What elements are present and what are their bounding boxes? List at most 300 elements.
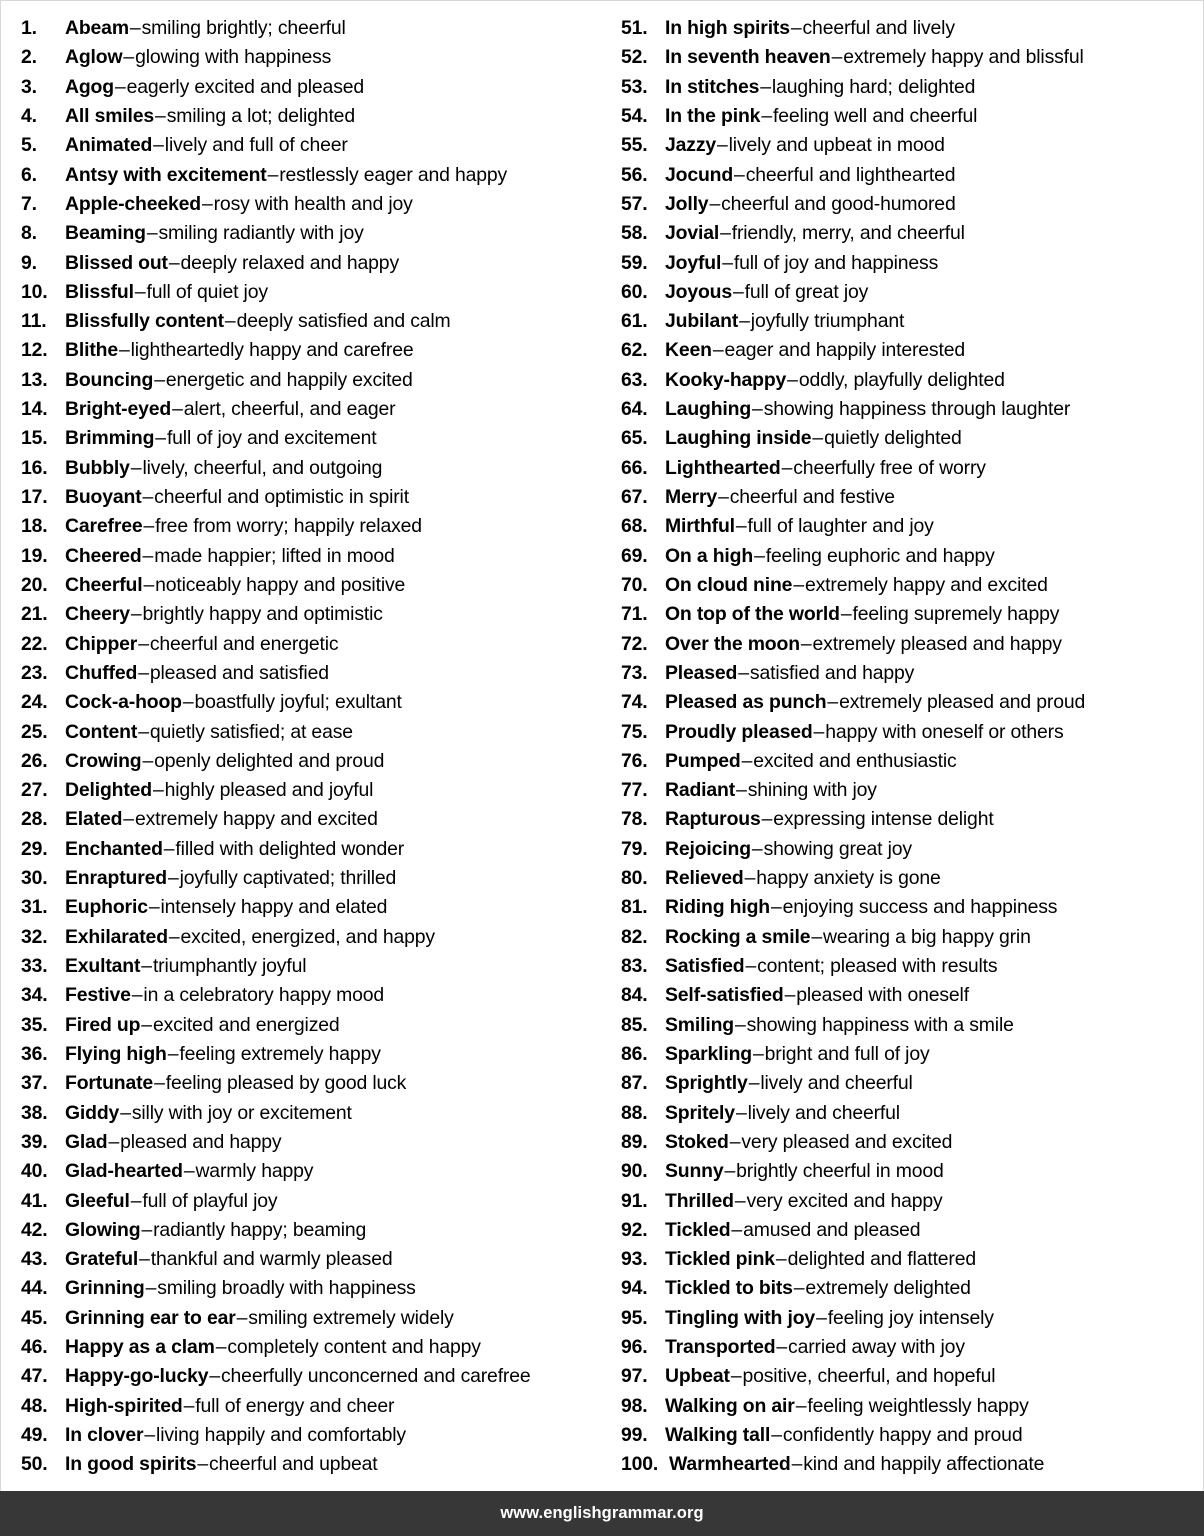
list-item-definition: bright and full of joy	[764, 1042, 930, 1065]
list-item-definition: feeling extremely happy	[179, 1042, 381, 1065]
list-item-term: Agog	[65, 75, 114, 98]
list-item-term: Sparkling	[665, 1042, 753, 1065]
list-item-term: On top of the world	[665, 603, 840, 626]
list-item-term: In clover	[65, 1424, 144, 1446]
list-item-definition: energetic and happily excited	[165, 368, 413, 391]
list-item-number: 28.	[21, 808, 48, 831]
list-item-separator: –	[141, 1013, 152, 1036]
list-item-term: Joyous	[665, 280, 732, 303]
list-item-term: Happy-go-lucky	[65, 1365, 209, 1388]
list-item-term: Crowing	[65, 749, 142, 772]
list-item-term: All smiles	[65, 104, 155, 127]
list-item-definition: smiling radiantly with joy	[158, 222, 364, 245]
list-item-number: 83.	[621, 955, 648, 977]
list-item-separator: –	[770, 896, 782, 919]
list-item-separator: –	[717, 134, 728, 157]
list-item-term: Self-satisfied	[665, 984, 784, 1007]
list-item-separator: –	[753, 1042, 764, 1065]
list-item-definition: in a celebratory happy mood	[143, 984, 385, 1007]
list-item-definition: showing happiness through laughter	[763, 398, 1071, 421]
list-item-definition: full of joy and excitement	[166, 427, 377, 450]
list-item-term: Cock-a-hoop	[65, 691, 182, 714]
list-item-term: Jazzy	[665, 134, 716, 157]
list-item-term: Transported	[665, 1336, 776, 1359]
list-item-number: 17.	[21, 486, 48, 508]
list-item-definition: free from worry; happily relaxed	[155, 515, 422, 538]
list-item-separator: –	[790, 17, 802, 39]
list-item-definition: feeling weightlessly happy	[807, 1394, 1029, 1417]
list-item-number: 14.	[21, 398, 48, 421]
list-item-term: Merry	[665, 486, 718, 508]
list-item-separator: –	[145, 1277, 157, 1300]
list-item-term: Enraptured	[65, 867, 167, 890]
list-item-number: 44.	[21, 1277, 48, 1300]
list-item-term: Euphoric	[65, 896, 148, 919]
list-item-definition: excited, energized, and happy	[180, 925, 435, 948]
list-item-number: 25.	[21, 720, 48, 743]
list-item-term: Content	[65, 720, 138, 743]
list-item-term: Abeam	[65, 17, 129, 39]
list-item-term: Proudly pleased	[665, 720, 813, 743]
list-item-definition: full of quiet joy	[146, 280, 268, 303]
list-column-right	[0, 14, 1086, 1480]
list-item-term: Blissful	[65, 280, 134, 303]
list-item-term: Blissed out	[65, 251, 168, 274]
list-item-term: Smiling	[665, 1013, 734, 1036]
list-item-definition: excited and energized	[152, 1013, 340, 1036]
list-item-number: 39.	[21, 1130, 48, 1153]
list-item-term: Jovial	[665, 222, 720, 245]
list-item-term: Carefree	[65, 515, 143, 538]
list-item-separator: –	[118, 339, 130, 362]
list-item-separator: –	[738, 661, 749, 684]
list-item-number: 76.	[621, 749, 648, 772]
list-item-definition: full of energy and cheer	[195, 1394, 395, 1417]
list-item-definition: carried away with joy	[788, 1336, 965, 1359]
list-item-number: 50.	[21, 1453, 48, 1476]
list-item-definition: happy with oneself or others	[825, 720, 1064, 743]
list-item-separator: –	[120, 1101, 131, 1124]
list-item-term: In stitches	[665, 75, 760, 98]
list-item-number: 23.	[21, 661, 48, 684]
list-item-term: Keen	[665, 339, 712, 362]
list-item-term: Cheered	[65, 544, 142, 567]
list-item-separator: –	[827, 691, 839, 714]
list-item-term: Grinning ear to ear	[65, 1306, 236, 1329]
list-item-definition: full of great joy	[744, 280, 869, 303]
list-item-number: 8.	[21, 222, 37, 245]
list-item-term: Rocking a smile	[665, 925, 811, 948]
list-item-term: Antsy with excitement	[65, 163, 267, 186]
list-item-separator: –	[800, 632, 812, 655]
list-item-separator: –	[167, 1042, 179, 1065]
list-item-number: 92.	[621, 1218, 648, 1241]
list-item-definition: made happier; lifted in mood	[154, 544, 395, 567]
list-item-term: Thrilled	[665, 1189, 734, 1212]
list-item-term: Walking tall	[665, 1424, 771, 1446]
list-item-definition: amused and pleased	[743, 1218, 921, 1241]
list-item-definition: oddly, playfully delighted	[798, 368, 1005, 391]
list-item-separator: –	[167, 867, 179, 890]
list-item-separator: –	[148, 896, 160, 919]
list-item-separator: –	[143, 573, 155, 596]
list-item-definition: cheerful and lively	[802, 17, 955, 39]
list-item-number: 67.	[621, 486, 648, 508]
list-item-definition: pleased with oneself	[796, 984, 969, 1007]
list-item-term: Spritely	[665, 1101, 735, 1124]
list-item-term: Delighted	[65, 779, 152, 802]
list-item-definition: positive, cheerful, and hopeful	[742, 1365, 996, 1388]
list-item-term: Kooky-happy	[665, 368, 787, 391]
list-item-definition: lightheartedly happy and carefree	[130, 339, 414, 362]
list-item-number: 41.	[21, 1189, 48, 1212]
list-item-definition: feeling euphoric and happy	[765, 544, 995, 567]
list-item-term: Enchanted	[65, 837, 163, 860]
list-item-term: In seventh heaven	[665, 46, 831, 69]
list-item-number: 19.	[21, 544, 48, 567]
list-item-separator: –	[130, 1189, 142, 1212]
list-item-definition: warmly happy	[195, 1160, 314, 1183]
list-item-term: Rejoicing	[665, 837, 751, 860]
list-item-number: 9.	[21, 251, 37, 274]
list-item-term: Giddy	[65, 1101, 120, 1124]
list-item-term: Brimming	[65, 427, 155, 450]
two-column-list	[1, 14, 1204, 1480]
list-item-number: 7.	[21, 192, 37, 215]
list-item-term: In the pink	[665, 104, 761, 127]
list-item-separator: –	[793, 573, 804, 596]
list-item-separator: –	[108, 1130, 120, 1153]
list-item-term: Pleased as punch	[665, 691, 827, 714]
list-item-term: Blithe	[65, 339, 118, 362]
list-item-definition: cheerful and optimistic in spirit	[154, 486, 409, 508]
list-item-definition: expressing intense delight	[773, 808, 994, 831]
list-item-definition: showing happiness with a smile	[746, 1013, 1014, 1036]
list-item-definition: deeply satisfied and calm	[236, 310, 451, 333]
list-item-definition: cheerful and good-humored	[721, 192, 956, 215]
list-item-term: Upbeat	[665, 1365, 730, 1388]
list-item-term: Radiant	[665, 779, 736, 802]
list-item-term: Bouncing	[65, 368, 154, 391]
list-item-definition: thankful and warmly pleased	[150, 1248, 393, 1271]
list-item-number: 96.	[621, 1336, 648, 1359]
list-item-separator: –	[153, 134, 164, 157]
list-item-number: 15.	[21, 427, 48, 450]
list-item-number: 56.	[621, 163, 648, 186]
list-item-separator: –	[168, 251, 180, 274]
list-item-term: Bright-eyed	[65, 398, 172, 421]
list-item-number: 81.	[621, 896, 648, 919]
list-item-separator: –	[813, 720, 825, 743]
list-item-definition: cheerful and festive	[729, 486, 895, 508]
list-item-definition: cheerful and energetic	[149, 632, 339, 655]
list-item-separator: –	[761, 808, 773, 831]
list-item-term: Blissfully content	[65, 310, 224, 333]
list-item-definition: enjoying success and happiness	[782, 896, 1058, 919]
list-item-number: 12.	[21, 339, 48, 362]
list-item-term: Chipper	[65, 632, 138, 655]
list-item-separator: –	[744, 867, 756, 890]
list-item-number: 20.	[21, 573, 48, 596]
list-item-definition: quietly delighted	[824, 427, 962, 450]
list-item-term: Lighthearted	[665, 456, 781, 479]
list-item-number: 60.	[621, 280, 648, 303]
list-item-separator: –	[144, 1424, 156, 1446]
list-item-number: 36.	[21, 1042, 48, 1065]
list-item-separator: –	[734, 1013, 746, 1036]
list-item-term: Mirthful	[665, 515, 735, 538]
list-item-number: 35.	[21, 1013, 48, 1036]
list-item-separator: –	[745, 955, 757, 977]
list-item-definition: triumphantly joyful	[152, 955, 307, 977]
list-item-number: 87.	[621, 1072, 648, 1095]
list-item-separator: –	[130, 603, 142, 626]
list-item-definition: extremely pleased and happy	[812, 632, 1062, 655]
list-item-term: In good spirits	[65, 1453, 197, 1476]
list-item-separator: –	[761, 104, 772, 127]
list-item-definition: confidently happy and proud	[782, 1424, 1023, 1446]
list-item-term: In high spirits	[665, 17, 790, 39]
list-item-separator: –	[733, 280, 744, 303]
list-item-separator: –	[172, 398, 183, 421]
list-item-term: Fired up	[65, 1013, 141, 1036]
list-item-separator: –	[722, 251, 733, 274]
list-item-definition: lively and cheerful	[760, 1072, 913, 1095]
list-item-separator: –	[729, 1130, 741, 1153]
list-item-term: Tickled	[665, 1218, 731, 1241]
list-item-separator: –	[760, 75, 771, 98]
list-item-separator: –	[123, 808, 134, 831]
list-item-separator: –	[775, 1248, 787, 1271]
list-item-number: 91.	[621, 1189, 648, 1212]
list-item-definition: extremely delighted	[805, 1277, 971, 1300]
list-item-definition: feeling supremely happy	[852, 603, 1060, 626]
list-item-definition: deeply relaxed and happy	[180, 251, 399, 274]
list-item-definition: feeling well and cheerful	[772, 104, 978, 127]
list-item-definition: lively and cheerful	[747, 1101, 900, 1124]
list-item-number: 1.	[21, 17, 37, 39]
list-item-separator: –	[736, 779, 747, 802]
list-item-definition: quietly satisfied; at ease	[149, 720, 353, 743]
list-item-definition: smiling extremely widely	[248, 1306, 454, 1329]
list-item-number: 40.	[21, 1160, 48, 1183]
list-item-definition: friendly, merry, and cheerful	[731, 222, 965, 245]
list-item-separator: –	[141, 955, 152, 977]
list-item-definition: delighted and flattered	[787, 1248, 977, 1271]
list-item-number: 70.	[621, 573, 648, 596]
list-item-definition: feeling pleased by good luck	[165, 1072, 407, 1095]
list-item-number: 80.	[621, 867, 648, 890]
list-item-term: Glad	[65, 1130, 108, 1153]
list-item-number: 49.	[21, 1424, 48, 1446]
list-item-number: 62.	[621, 339, 648, 362]
list-item-term: Cheery	[65, 603, 130, 626]
list-item-definition: noticeably happy and positive	[155, 573, 406, 596]
list-item-separator: –	[741, 749, 753, 772]
list-item-number: 11.	[21, 310, 47, 333]
list-item-separator: –	[146, 222, 158, 245]
list-item-number: 58.	[621, 222, 648, 245]
list-item-number: 30.	[21, 867, 48, 890]
list-item-term: Exultant	[65, 955, 141, 977]
list-item-definition: cheerfully free of worry	[793, 456, 986, 479]
list-item-definition: showing great joy	[763, 837, 912, 860]
list-item-separator: –	[224, 310, 236, 333]
list-item-term: Jubilant	[665, 310, 739, 333]
list-item-number: 71.	[621, 603, 648, 626]
list-item-term: Animated	[65, 134, 153, 157]
list-item-separator: –	[787, 368, 798, 391]
list-item-term: Joyful	[665, 251, 722, 274]
list-item-separator: –	[731, 1218, 743, 1241]
list-item-term: Exhilarated	[65, 925, 168, 948]
list-item-term: Jocund	[665, 163, 734, 186]
list-item-term: Laughing	[665, 398, 752, 421]
list-item-number: 88.	[621, 1101, 648, 1124]
list-item-number: 32.	[21, 925, 48, 948]
list-item-term: Beaming	[65, 222, 146, 245]
list-item-separator: –	[771, 1424, 782, 1446]
list-item-separator: –	[138, 632, 149, 655]
list-item-number: 24.	[21, 691, 48, 714]
list-item-number: 63.	[621, 368, 648, 391]
list-item-term: Stoked	[665, 1130, 729, 1153]
list-item-separator: –	[142, 749, 154, 772]
list-item-definition: cheerful and upbeat	[208, 1453, 378, 1476]
list-item-separator: –	[163, 837, 175, 860]
list-item-definition: living happily and comfortably	[156, 1424, 406, 1446]
list-item-definition: smiling brightly; cheerful	[141, 17, 346, 39]
list-item-number: 95.	[621, 1306, 648, 1329]
list-item-number: 22.	[21, 632, 48, 655]
list-item-definition: radiantly happy; beaming	[153, 1218, 367, 1241]
list-item-number: 100.	[621, 1453, 659, 1476]
list-item-number: 54.	[621, 104, 648, 127]
list-item-definition: glowing with happiness	[135, 46, 332, 69]
list-item-term: Satisfied	[665, 955, 745, 977]
list-item-separator: –	[131, 984, 143, 1007]
list-item-separator: –	[734, 163, 745, 186]
list-item-number: 72.	[621, 632, 648, 655]
list-item-separator: –	[141, 1218, 153, 1241]
list-item-definition: pleased and happy	[120, 1130, 282, 1153]
list-item-separator: –	[138, 720, 149, 743]
list-item-separator: –	[752, 398, 763, 421]
list-item-definition: extremely happy and excited	[134, 808, 378, 831]
list-item-definition: extremely happy and blissful	[843, 46, 1084, 69]
list-item-number: 82.	[621, 925, 648, 948]
list-item-separator: –	[812, 427, 824, 450]
list-item-term: Gleeful	[65, 1189, 130, 1212]
list-item-number: 97.	[621, 1365, 648, 1388]
list-item-term: Jolly	[665, 192, 709, 215]
list-item-separator: –	[754, 544, 765, 567]
list-item-separator: –	[776, 1336, 788, 1359]
list-item-number: 2.	[21, 46, 37, 69]
list-item-separator: –	[215, 1336, 227, 1359]
list-item-number: 69.	[621, 544, 648, 567]
list-item-separator: –	[720, 222, 731, 245]
list-item-term: Glowing	[65, 1218, 141, 1241]
list-item-definition: very pleased and excited	[741, 1130, 953, 1153]
list-item-separator: –	[142, 486, 154, 508]
list-item-separator: –	[201, 192, 213, 215]
list-item-term: Cheerful	[65, 573, 143, 596]
list-item-definition: cheerfully unconcerned and carefree	[221, 1365, 531, 1388]
list-item-definition: joyfully triumphant	[750, 310, 905, 333]
list-item-number: 18.	[21, 515, 48, 538]
list-item-number: 94.	[621, 1277, 648, 1300]
list-item-separator: –	[123, 46, 135, 69]
list-item-number: 59.	[621, 251, 648, 274]
list-item-term: Happy as a clam	[65, 1336, 215, 1359]
list-item-term: Festive	[65, 984, 131, 1007]
list-item-separator: –	[267, 163, 279, 186]
list-item-separator: –	[168, 925, 180, 948]
list-item-separator: –	[138, 661, 149, 684]
list-item-separator: –	[712, 339, 724, 362]
list-item-separator: –	[236, 1306, 248, 1329]
list-item-separator: –	[781, 456, 793, 479]
list-item-term: Riding high	[665, 896, 770, 919]
list-item-term: Apple-cheeked	[65, 192, 201, 215]
list-item-definition: openly delighted and proud	[154, 749, 385, 772]
list-item-separator: –	[209, 1365, 220, 1388]
list-item-number: 61.	[621, 310, 648, 333]
list-item-number: 74.	[621, 691, 648, 714]
list-item-definition: satisfied and happy	[749, 661, 915, 684]
list-item-separator: –	[840, 603, 852, 626]
list-item-number: 10.	[21, 280, 48, 303]
list-item-definition: smiling a lot; delighted	[166, 104, 355, 127]
list-item-separator: –	[748, 1072, 760, 1095]
list-item-term: Warmhearted	[669, 1453, 791, 1476]
list-item-term: Pumped	[665, 749, 741, 772]
list-item-separator: –	[734, 1189, 746, 1212]
list-item-definition: joyfully captivated; thrilled	[179, 867, 397, 890]
footer-website-label: www.englishgrammar.org	[500, 1504, 704, 1522]
list-item-term: Tingling with joy	[665, 1306, 816, 1329]
list-item-separator: –	[197, 1453, 208, 1476]
list-item-number: 64.	[621, 398, 648, 421]
list-item-separator: –	[718, 486, 729, 508]
list-item-number: 46.	[21, 1336, 48, 1359]
list-item-number: 47.	[21, 1365, 48, 1388]
list-item-definition: highly pleased and joyful	[164, 779, 374, 802]
list-item-number: 43.	[21, 1248, 48, 1271]
list-item-term: High-spirited	[65, 1394, 183, 1417]
list-item-number: 29.	[21, 837, 48, 860]
list-item-number: 21.	[21, 603, 48, 626]
list-item-number: 53.	[621, 75, 648, 98]
list-item-term: Relieved	[665, 867, 744, 890]
list-item-separator: –	[142, 544, 154, 567]
list-item-term: On cloud nine	[665, 573, 793, 596]
list-item-term: Sprightly	[665, 1072, 748, 1095]
list-item-separator: –	[154, 1072, 165, 1095]
list-item-separator: –	[182, 691, 194, 714]
list-item-definition: lively and upbeat in mood	[728, 134, 945, 157]
list-item-number: 73.	[621, 661, 648, 684]
list-item-number: 34.	[21, 984, 48, 1007]
list-item-number: 38.	[21, 1101, 48, 1124]
list-item-separator: –	[709, 192, 721, 215]
list-item-definition: wearing a big happy grin	[823, 925, 1031, 948]
list-item-definition: intensely happy and elated	[160, 896, 388, 919]
list-item-definition: rosy with health and joy	[213, 192, 413, 215]
list-item-definition: lively and full of cheer	[164, 134, 348, 157]
list-item-number: 66.	[621, 456, 648, 479]
